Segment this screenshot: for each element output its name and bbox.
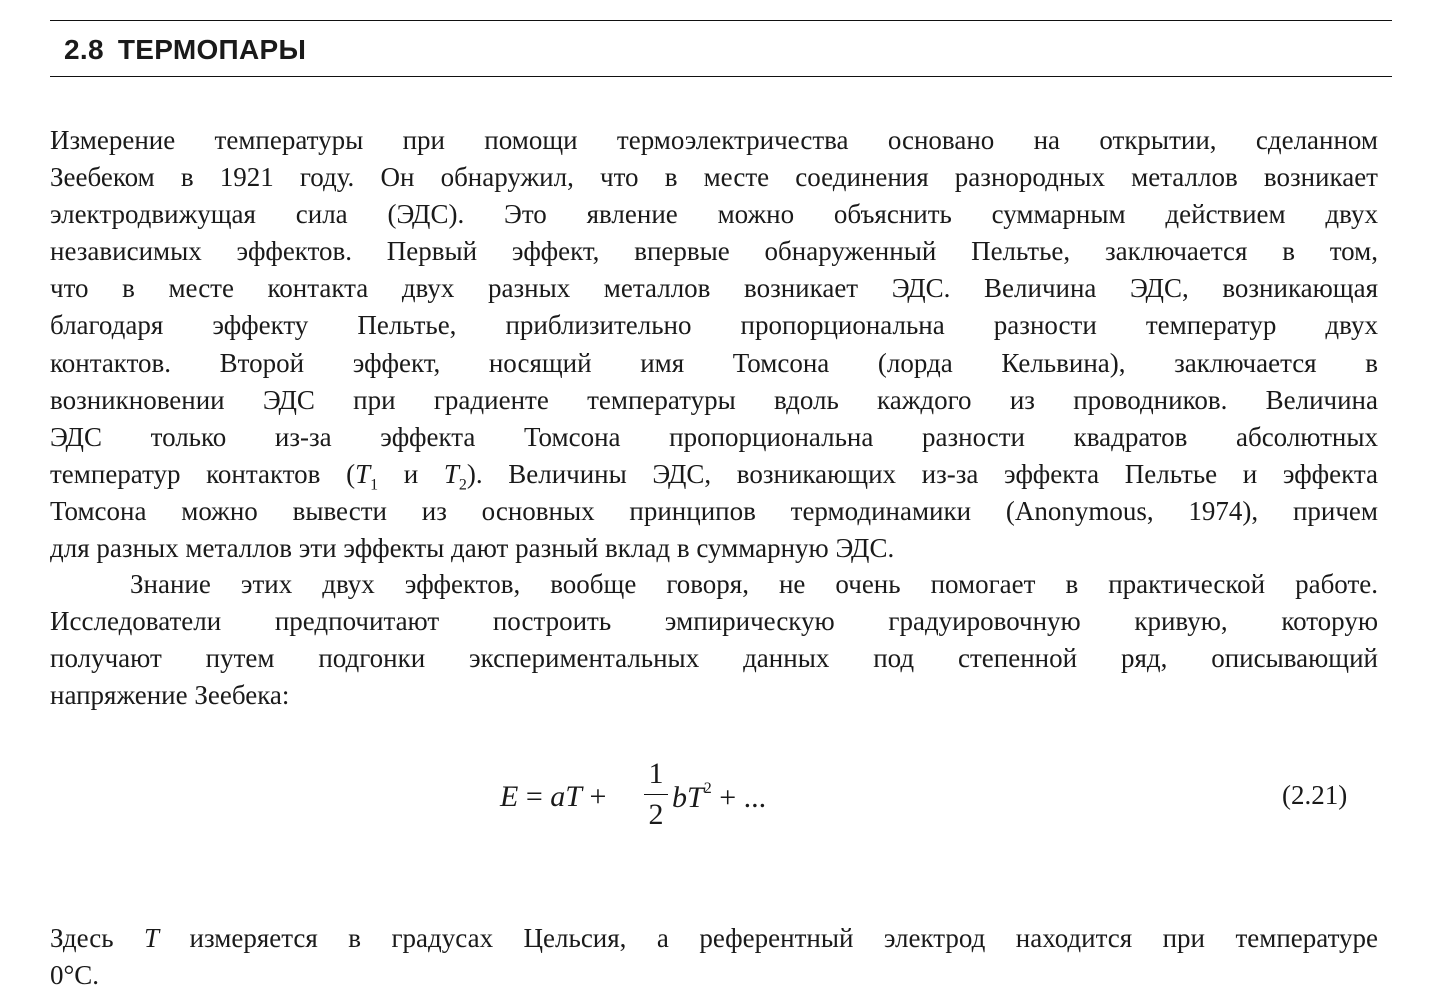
variable-t: T [144,923,160,953]
paragraph-3 [50,920,1378,994]
equation-rhs [672,780,766,815]
var-a: a [550,780,566,813]
header-rule-top [50,20,1392,21]
text-fragment: ). Величины ЭДС, возникающих из-за эффекта Пельтье и эффекта [466,458,1378,489]
text-line: контактов. Второй эффект, носящий имя Томсона (лорда Кельвина), заключается в [50,347,1378,378]
text-line: для разных металлов эти эффекты дают разный вклад в суммарную ЭДС. [50,533,895,564]
text-line: независимых эффектов. Первый эффект, впервые обнаруженный Пельтье, заключается в том, [50,236,1378,267]
paragraph-1 [50,122,1378,567]
variable-t1: T [355,458,371,489]
equation-number: (2.21) [1282,780,1348,810]
text-line: Измерение температуры при помощи термоэлектричества основано на открытии, сделанном [50,125,1378,155]
text-line-with-subscripts [50,456,1378,493]
text-fragment: и [378,458,444,489]
text-line: напряжение Зеебека: [50,680,290,711]
equals-sign: = [518,780,551,813]
var-t: T [565,780,582,813]
header-rule-bottom [50,76,1392,77]
text-line: получают путем подгонки экспериментальных данных под степенной ряд, описывающий [50,643,1378,674]
section-heading [64,32,306,68]
section-title: ТЕРМОПАРЫ [117,34,307,65]
fraction-one-half [644,756,668,833]
text-line: что в месте контакта двух разных металлов возникает ЭДС. Величина ЭДС, возникающая [50,273,1378,304]
fraction-bar [644,794,668,795]
text-line: 0°С. [50,960,100,991]
fraction-numerator: 1 [648,757,664,790]
equation-lhs [500,780,614,814]
plus-sign: + [581,780,614,813]
var-e: E [500,780,519,813]
text-line: Исследователи предпочитают построить эмпирическую градуировочную кривую, которую [50,606,1378,637]
section-number: 2.8 [64,34,104,65]
var-b: b [672,781,687,814]
text-line: благодаря эффекту Пельтье, приблизительно пропорциональна разности температур двух [50,310,1378,341]
subscript-2: 2 [458,476,467,494]
subscript-1: 1 [370,476,379,494]
text-fragment: Здесь [50,923,145,953]
text-line: Зеебеком в 1921 году. Он обнаружил, что в месте соединения разнородных металлов возникает [50,162,1378,193]
series-continuation: + ... [711,781,767,814]
text-line: Томсона можно вывести из основных принципов термодинамики (Anonymous, 1974), причем [50,495,1378,526]
text-line: возникновении ЭДС при градиенте температуры вдоль каждого из проводников. Величина [50,384,1378,415]
paragraph-2 [50,566,1378,714]
text-fragment: измеряется в градусах Цельсия, а референтный электрод находится при температуре [159,923,1378,953]
text-line: электродвижущая сила (ЭДС). Это явление можно объяснить суммарным действием двух [50,199,1378,230]
text-line: ЭДС только из-за эффекта Томсона пропорциональна разности квадратов абсолютных [50,421,1378,452]
exponent: 2 [703,780,712,797]
variable-t2: T [443,458,459,489]
text-line [50,920,1378,957]
fraction-denominator: 2 [648,798,664,831]
text-fragment: температур контактов ( [50,458,356,489]
text-line: Знание этих двух эффектов, вообще говоря, не очень помогает в практической работе. [130,569,1378,599]
var-t-squared: T [687,781,704,814]
